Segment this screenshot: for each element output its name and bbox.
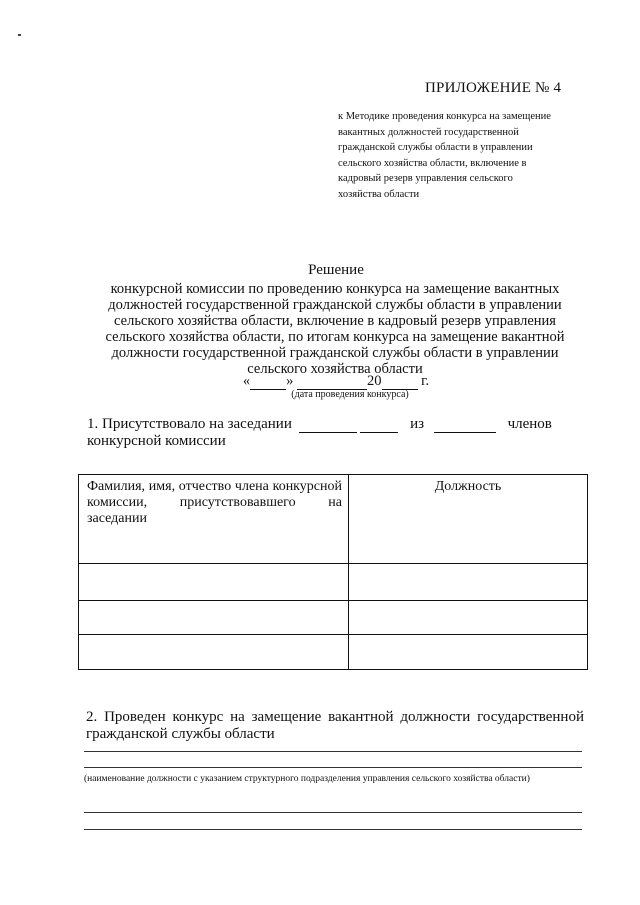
member-name-cell[interactable] [79,564,349,601]
decision-line: должности государственной гражданской службы области в управлении [111,344,559,361]
date-open-quote: « [242,373,251,389]
section1-of: из [410,416,425,432]
section2-caption: (наименование должности с указанием структурного подразделения управления сельского хозяйства области) [84,774,530,784]
appendix-reference [338,109,584,203]
section2-text: 2. Проведен конкурс на замещение вакантной должности государственной гражданской службы области [86,709,584,742]
table-row [79,635,588,670]
decision-title: Решение [308,262,364,278]
total-count-blank [434,418,496,433]
member-position-cell[interactable] [349,564,588,601]
appendix-line: вакантных должностей государственной [338,126,519,138]
member-position-cell[interactable] [349,635,588,670]
present-count-blank [299,418,357,433]
table-row [79,564,588,601]
table-row [79,601,588,635]
section1-text: 1. Присутствовало на заседании [87,416,292,432]
position-blank-line [84,812,582,813]
appendix-title: ПРИЛОЖЕНИЕ № 4 [425,80,562,96]
date-caption: (дата проведения конкурса) [291,389,409,400]
section1-line [87,415,552,433]
table-header-row [79,475,588,564]
section1-line2: конкурсной комиссии [87,433,226,449]
member-name-cell[interactable] [79,635,349,670]
decision-line: сельского хозяйства области, включение в кадровый резерв управления [114,312,556,329]
section1-members: членов [507,416,552,432]
decision-line: должностей государственной гражданской службы области в управлении [108,296,562,313]
date-month-blank [297,375,367,390]
member-name-cell[interactable] [79,601,349,635]
appendix-line: гражданской службы области в управлении [338,142,533,154]
appendix-line: кадровый резерв управления сельского [338,173,513,185]
date-century: 20 [367,373,382,389]
appendix-line: сельского хозяйства области, включение в [338,157,527,169]
decision-line: сельского хозяйства области [247,360,423,377]
appendix-line: к Методике проведения конкурса на замещение [338,111,551,122]
decision-line: конкурсной комиссии по проведению конкурса на замещение вакантных [110,281,560,297]
date-day-blank [250,375,286,390]
appendix-line: хозяйства области [338,188,420,200]
date-close-quote: » [286,373,294,389]
decision-body [80,282,590,377]
header-full-name: Фамилия, имя, отчество члена конкурсной комиссии, присутствовавшего на заседании [79,475,349,564]
scan-speck [18,34,21,36]
position-blank-line [84,751,582,752]
date-year-blank [382,375,418,390]
decision-line: сельского хозяйства области, по итогам конкурса на замещение вакантной [105,328,565,345]
members-table [78,474,588,670]
member-position-cell[interactable] [349,601,588,635]
header-position: Должность [349,475,588,564]
position-blank-line [84,829,582,830]
position-blank-line [84,767,582,768]
decision-date [0,373,640,390]
date-suffix: г. [421,373,430,389]
present-count-blank-2 [360,418,398,433]
